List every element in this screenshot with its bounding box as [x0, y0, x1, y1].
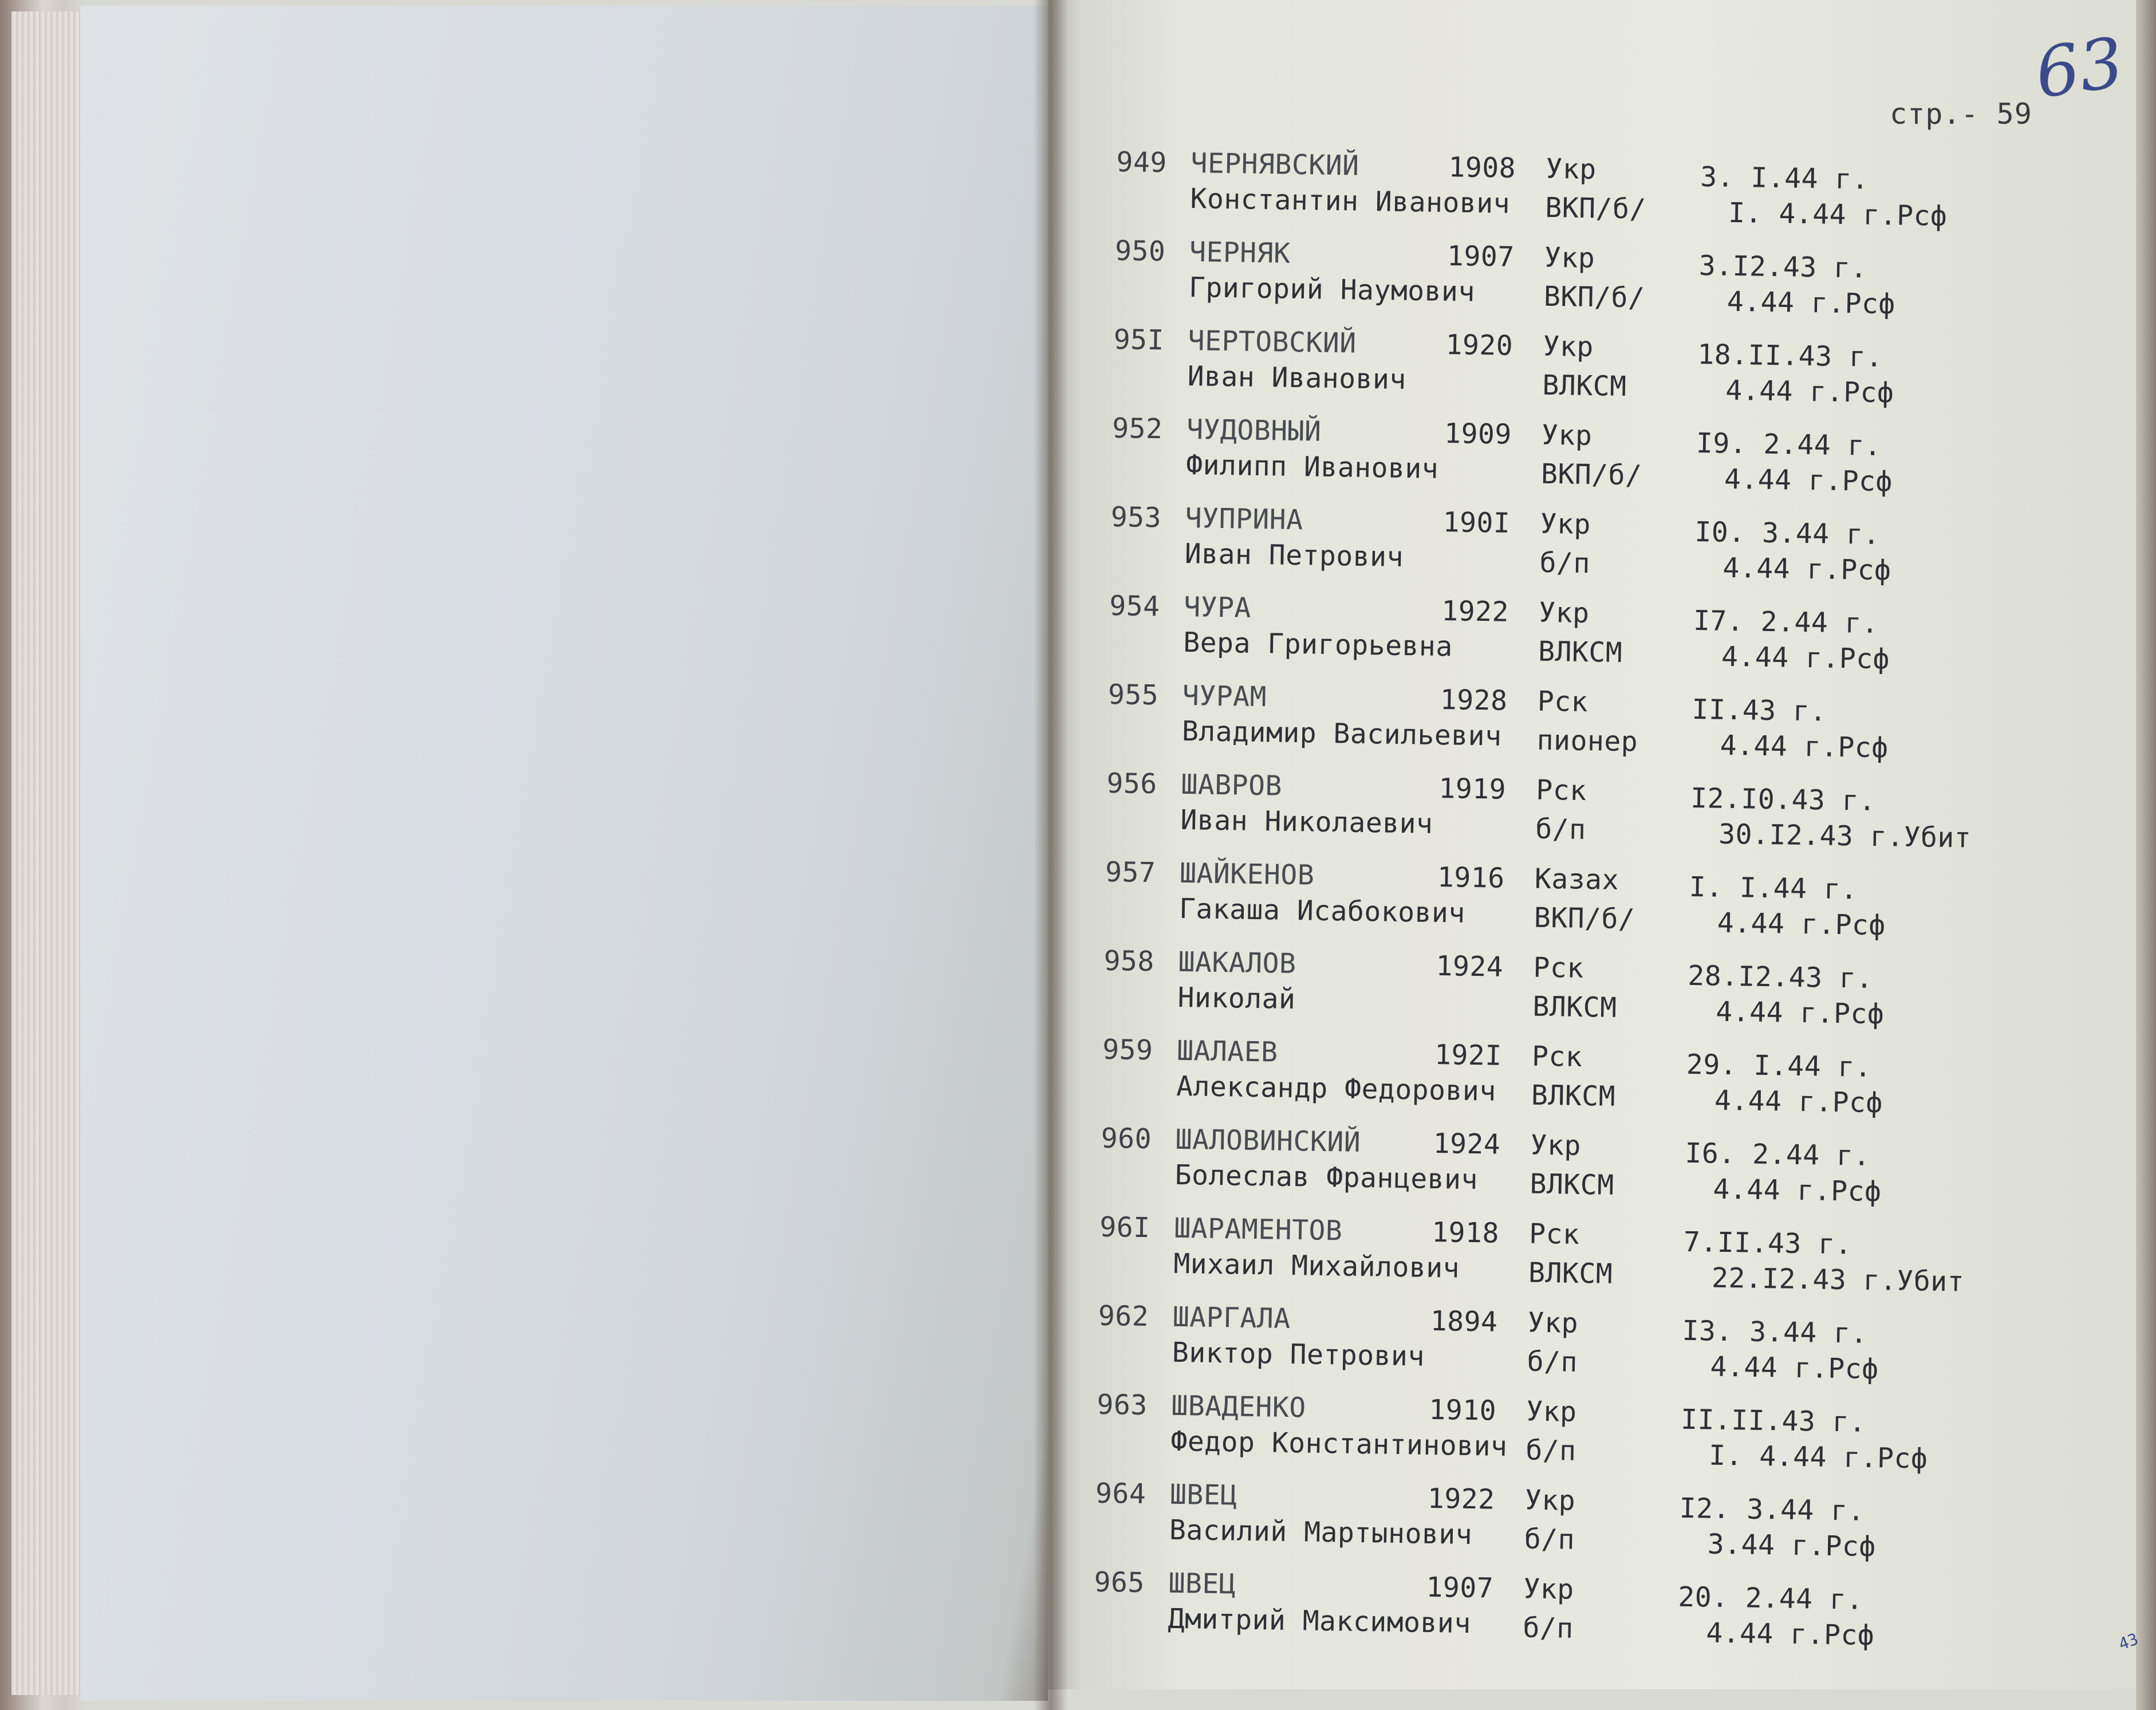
entry-party: ВЛКСМ	[1531, 1079, 1616, 1113]
entry-given-names: Виктор Петрович	[1172, 1336, 1425, 1373]
entry-surname: ЧЕРНЯВСКИЙ	[1191, 147, 1359, 182]
entry-date-1: 28.I2.43 г.	[1687, 959, 1874, 995]
register-entry	[1110, 501, 2027, 604]
entry-birth-year: 1918	[1431, 1216, 1500, 1250]
entry-party: ВКП/б/	[1540, 458, 1642, 492]
entry-nationality: Укр	[1544, 241, 1595, 275]
register-entry	[1108, 590, 2025, 693]
register-entry	[1103, 945, 2020, 1048]
register-entry	[1114, 235, 2031, 338]
entry-date-2: 4.44 г.Рсф	[1714, 1084, 1883, 1120]
entry-nationality: Укр	[1546, 152, 1597, 186]
entry-party: ВЛКСМ	[1538, 635, 1623, 669]
entry-date-1: I0. 3.44 г.	[1694, 515, 1881, 551]
entry-given-names: Александр Федорович	[1176, 1070, 1497, 1108]
entry-given-names: Филипп Иванович	[1185, 448, 1439, 485]
entry-nationality: Рск	[1531, 1040, 1583, 1073]
entry-birth-year: 1924	[1436, 949, 1504, 983]
entry-date-1: I. I.44 г.	[1689, 870, 1858, 906]
entry-surname: ШАВРОВ	[1181, 768, 1283, 802]
entry-number: 955	[1107, 678, 1159, 712]
entry-number: 964	[1095, 1477, 1146, 1511]
entry-number: 957	[1105, 856, 1156, 889]
register-entry	[1094, 1477, 2012, 1581]
entry-birth-year: 1928	[1440, 683, 1508, 717]
entry-given-names: Федор Константинович	[1170, 1425, 1508, 1463]
register-entry	[1116, 146, 2033, 249]
entry-number: 949	[1116, 146, 1168, 179]
entry-nationality: Укр	[1523, 1573, 1575, 1606]
entry-party: ВКП/б/	[1534, 901, 1635, 936]
entry-date-2: 30.I2.43 г.Убит	[1718, 818, 1972, 854]
entry-birth-year: 1919	[1438, 772, 1507, 806]
entry-date-2: 4.44 г.Рсф	[1725, 374, 1894, 409]
entry-nationality: Укр	[1524, 1484, 1576, 1517]
entry-party: пионер	[1536, 724, 1638, 758]
entry-number: 960	[1101, 1122, 1152, 1156]
register-entry	[1107, 679, 2024, 782]
entry-given-names: Болеслав Францевич	[1174, 1159, 1479, 1196]
register-entry	[1095, 1389, 2013, 1492]
entry-given-names: Иван Иванович	[1187, 360, 1407, 396]
entry-date-2: 4.44 г.Рсф	[1720, 729, 1889, 765]
entry-nationality: Укр	[1526, 1395, 1578, 1428]
entry-date-2: 4.44 г.Рсф	[1717, 907, 1886, 942]
entry-given-names: Иван Николаевич	[1180, 803, 1433, 840]
entry-birth-year: 1907	[1446, 240, 1515, 273]
entry-nationality: Укр	[1543, 330, 1594, 364]
entry-date-1: I7. 2.44 г.	[1693, 604, 1879, 640]
handwritten-folio-number: 63	[2031, 23, 2129, 114]
entry-nationality: Рск	[1528, 1218, 1580, 1251]
entry-number: 965	[1094, 1566, 1145, 1599]
entry-surname: ЧЕРНЯК	[1189, 236, 1291, 270]
entry-date-2: I. 4.44 г.Рсф	[1708, 1439, 1928, 1475]
register-entry	[1097, 1300, 2015, 1403]
entry-nationality: Укр	[1527, 1306, 1579, 1339]
register-entry	[1113, 324, 2030, 427]
entry-date-1: I3. 3.44 г.	[1682, 1314, 1868, 1350]
entry-surname: ШАЛАЕВ	[1176, 1034, 1279, 1069]
entry-nationality: Рск	[1533, 951, 1585, 984]
entry-birth-year: 1909	[1444, 417, 1512, 451]
entry-nationality: Укр	[1530, 1129, 1582, 1162]
entry-surname: ЧУПРИНА	[1185, 502, 1304, 537]
entry-number: 96I	[1099, 1211, 1150, 1244]
entry-number: 959	[1102, 1033, 1153, 1067]
entry-birth-year: 1910	[1428, 1393, 1497, 1427]
entry-party: ВЛКСМ	[1530, 1168, 1615, 1201]
corner-handwritten-mark: 43	[2116, 1629, 2141, 1654]
entry-number: 954	[1109, 589, 1161, 623]
entry-date-2: 4.44 г.Рсф	[1713, 1173, 1882, 1208]
entry-date-2: 4.44 г.Рсф	[1710, 1350, 1879, 1386]
entry-surname: ШВАДЕНКО	[1171, 1389, 1307, 1424]
entry-surname: ЧЕРТОВСКИЙ	[1188, 325, 1357, 360]
entry-party: б/п	[1539, 546, 1591, 580]
entry-party: б/п	[1525, 1434, 1576, 1467]
entry-surname: ШВЕЦ	[1169, 1478, 1238, 1512]
register-entry	[1106, 767, 2023, 870]
entry-date-2: 3.44 г.Рсф	[1707, 1528, 1877, 1563]
entry-nationality: Рск	[1535, 774, 1587, 807]
entry-date-2: 4.44 г.Рсф	[1724, 463, 1893, 498]
page-number-label: стр.- 59	[1890, 97, 2032, 131]
entry-nationality: Укр	[1538, 596, 1590, 630]
entry-date-1: II.II.43 г.	[1680, 1403, 1866, 1439]
entry-date-1: I2. 3.44 г.	[1679, 1492, 1865, 1527]
entry-surname: ШВЕЦ	[1168, 1567, 1236, 1601]
entry-birth-year: 190I	[1442, 506, 1511, 539]
page-edge-stack	[11, 11, 92, 1695]
entry-number: 956	[1106, 767, 1158, 801]
entry-given-names: Дмитрий Максимович	[1168, 1602, 1472, 1640]
entry-party: б/п	[1523, 1612, 1574, 1645]
entry-date-2: I. 4.44 г.Рсф	[1728, 196, 1948, 233]
entry-birth-year: 1924	[1433, 1127, 1501, 1161]
entry-party: ВЛКСМ	[1532, 990, 1617, 1024]
entry-number: 952	[1111, 412, 1163, 446]
entry-date-1: 18.II.43 г.	[1697, 338, 1883, 374]
register-entry	[1098, 1211, 2016, 1314]
entry-party: ВЛКСМ	[1542, 369, 1627, 403]
entry-birth-year: 1916	[1437, 861, 1505, 895]
entry-given-names: Иван Петрович	[1184, 537, 1404, 573]
entry-date-1: II.43 г.	[1692, 693, 1827, 728]
register-entry	[1104, 856, 2021, 959]
entry-surname: ЧУДОВНЫЙ	[1186, 413, 1322, 448]
entry-nationality: Казах	[1534, 862, 1619, 896]
entry-nationality: Укр	[1541, 419, 1593, 452]
entry-surname: ШАРАМЕНТОВ	[1173, 1212, 1343, 1247]
register-entry	[1101, 1034, 2019, 1137]
entry-date-1: 29. I.44 г.	[1686, 1048, 1872, 1083]
entry-date-2: 4.44 г.Рсф	[1727, 285, 1896, 321]
entry-nationality: Укр	[1540, 507, 1591, 541]
book-gutter	[1034, 0, 1068, 1710]
entry-number: 950	[1114, 234, 1166, 268]
blank-left-page	[80, 6, 1048, 1701]
entry-surname: ШАКАЛОВ	[1178, 945, 1296, 980]
entry-surname: ЧУРА	[1183, 590, 1252, 624]
register-entries	[1093, 146, 2033, 1669]
entry-date-2: 22.I2.43 г.Убит	[1711, 1262, 1965, 1298]
entry-surname: ШАРГАЛА	[1172, 1301, 1291, 1335]
register-entry	[1100, 1122, 2017, 1226]
entry-given-names: Василий Мартынович	[1169, 1514, 1473, 1551]
entry-birth-year: 1920	[1445, 329, 1513, 362]
entry-party: б/п	[1535, 813, 1586, 846]
entry-date-2: 4.44 г.Рсф	[1721, 640, 1890, 676]
entry-birth-year: 1894	[1430, 1305, 1498, 1338]
entry-date-1: 3.I2.43 г.	[1698, 250, 1868, 285]
entry-birth-year: 1907	[1426, 1571, 1494, 1605]
entry-party: б/п	[1524, 1523, 1575, 1556]
entry-date-2: 4.44 г.Рсф	[1705, 1617, 1875, 1652]
entry-surname: ШАЛОВИНСКИЙ	[1175, 1123, 1361, 1159]
entry-date-1: 20. 2.44 г.	[1677, 1581, 1864, 1616]
entry-date-1: 7.II.43 г.	[1683, 1226, 1852, 1261]
entry-given-names: Владимир Васильевич	[1181, 715, 1502, 752]
entry-birth-year: 1922	[1427, 1482, 1495, 1516]
entry-given-names: Константин Иванович	[1190, 183, 1511, 220]
entry-date-1: I6. 2.44 г.	[1685, 1137, 1871, 1172]
entry-date-1: I9. 2.44 г.	[1696, 427, 1882, 463]
entry-party: ВЛКСМ	[1528, 1256, 1613, 1290]
entry-given-names: Гакаша Исабокович	[1178, 892, 1466, 929]
entry-nationality: Рск	[1537, 685, 1589, 719]
entry-number: 953	[1110, 501, 1162, 534]
entry-date-2: 4.44 г.Рсф	[1715, 995, 1885, 1031]
entry-surname: ШАЙКЕНОВ	[1179, 857, 1315, 892]
entry-given-names: Вера Григорьевна	[1183, 626, 1453, 663]
entry-birth-year: 192I	[1434, 1038, 1503, 1072]
entry-party: ВКП/б/	[1543, 280, 1645, 314]
entry-given-names: Михаил Михайлович	[1173, 1247, 1460, 1285]
entry-number: 958	[1103, 944, 1155, 978]
register-entry	[1093, 1566, 2011, 1669]
book-cover-edge	[2136, 0, 2156, 1710]
entry-birth-year: 1922	[1441, 595, 1509, 628]
entry-number: 95I	[1113, 323, 1165, 357]
register-entry	[1111, 412, 2028, 515]
entry-number: 963	[1097, 1388, 1148, 1422]
entry-number: 962	[1098, 1299, 1149, 1333]
entry-date-1: 3. I.44 г.	[1700, 161, 1869, 196]
entry-date-2: 4.44 г.Рсф	[1723, 551, 1891, 587]
entry-given-names: Николай	[1177, 981, 1296, 1016]
entry-given-names: Григорий Наумович	[1188, 271, 1476, 308]
entry-party: ВКП/б/	[1544, 191, 1647, 226]
entry-surname: ЧУРАМ	[1182, 679, 1267, 714]
entry-birth-year: 1908	[1448, 151, 1516, 184]
entry-date-1: I2.I0.43 г.	[1690, 782, 1877, 817]
entry-party: б/п	[1527, 1345, 1578, 1378]
